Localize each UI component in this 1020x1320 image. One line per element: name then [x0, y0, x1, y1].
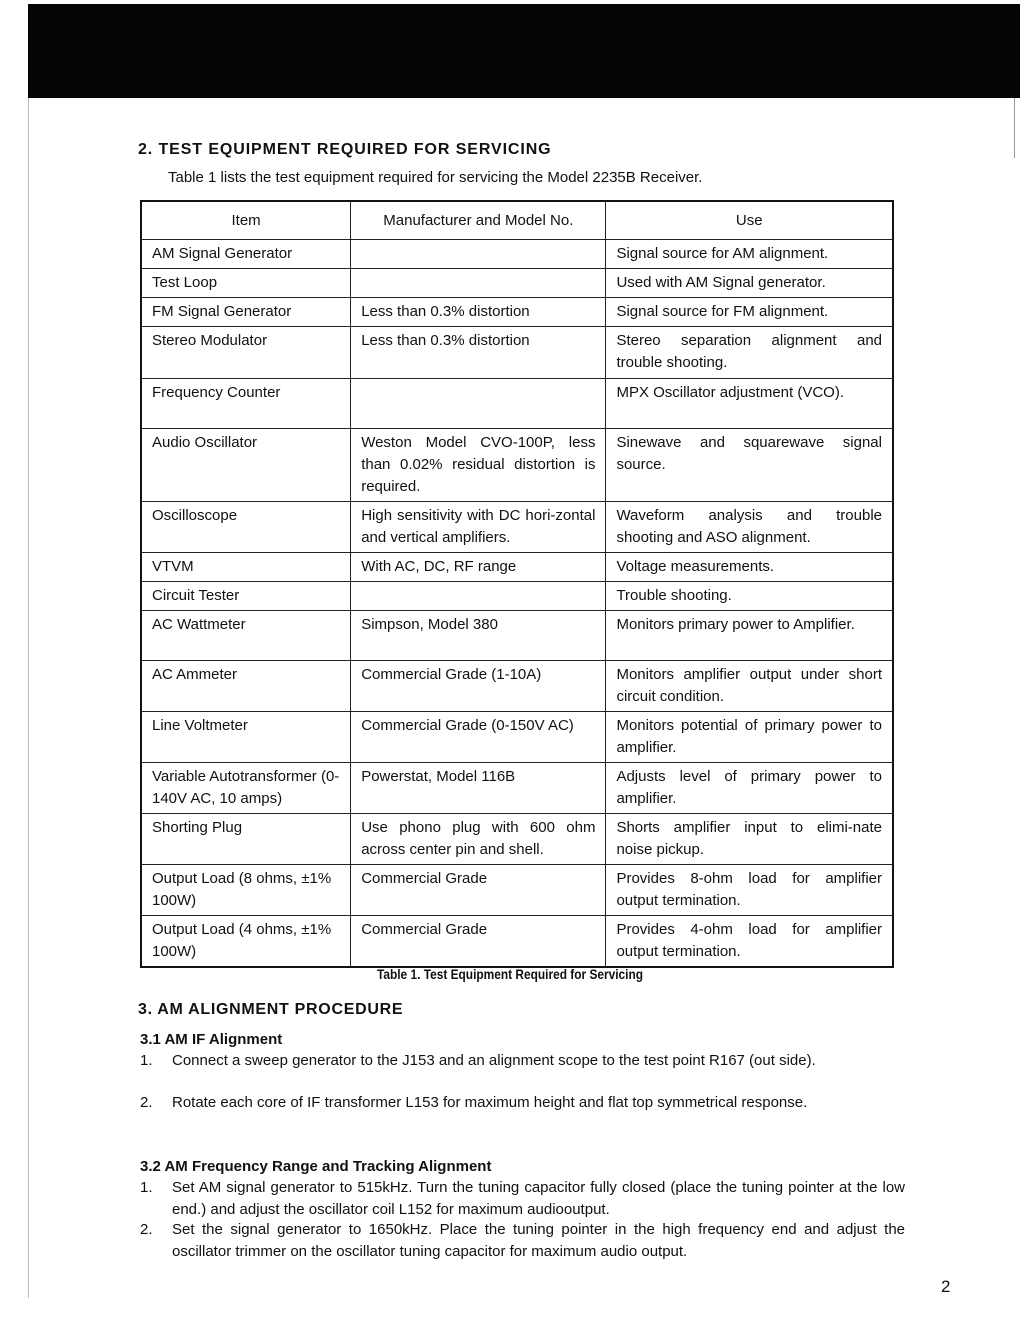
- cell-use: Sinewave and squarewave signal source.: [606, 429, 893, 502]
- cell-manufacturer: Less than 0.3% distortion: [351, 298, 606, 327]
- cell-manufacturer: Commercial Grade (0-150V AC): [351, 712, 606, 763]
- cell-item: Circuit Tester: [141, 582, 351, 611]
- list-text: Set the signal generator to 1650kHz. Place the tuning pointer in the high frequency end and adjust the oscillator trimmer on the oscillator tuning capacitor for maximum audio output.: [172, 1221, 905, 1260]
- cell-use: Stereo separation alignment and trouble shooting.: [606, 327, 893, 379]
- cell-manufacturer: Commercial Grade: [351, 916, 606, 968]
- list-number: 2.: [140, 1221, 153, 1238]
- header-item: Item: [141, 201, 351, 240]
- cell-manufacturer: Simpson, Model 380: [351, 611, 606, 661]
- scan-edge-line-right: [1014, 98, 1015, 158]
- cell-item: Frequency Counter: [141, 379, 351, 429]
- section-2-intro: Table 1 lists the test equipment required for servicing the Model 2235B Receiver.: [168, 169, 703, 186]
- table-row: [141, 298, 893, 327]
- subsection-3-2-heading: 3.2 AM Frequency Range and Tracking Alignment: [140, 1158, 492, 1175]
- list-item: [140, 1219, 905, 1263]
- cell-item: FM Signal Generator: [141, 298, 351, 327]
- cell-item: Oscilloscope: [141, 502, 351, 553]
- cell-item: Shorting Plug: [141, 814, 351, 865]
- cell-use: MPX Oscillator adjustment (VCO).: [606, 379, 893, 429]
- table-row: [141, 379, 893, 429]
- section-2-heading: 2. TEST EQUIPMENT REQUIRED FOR SERVICING: [138, 141, 552, 158]
- cell-item: Variable Autotransformer (0-140V AC, 10 amps): [141, 763, 351, 814]
- cell-item: AC Ammeter: [141, 661, 351, 712]
- cell-manufacturer: Commercial Grade: [351, 865, 606, 916]
- table-row: [141, 240, 893, 269]
- list-number: 1.: [140, 1179, 153, 1196]
- cell-manufacturer: Commercial Grade (1-10A): [351, 661, 606, 712]
- cell-use: Adjusts level of primary power to amplifier.: [606, 763, 893, 814]
- table-row: [141, 611, 893, 661]
- subsection-3-1-heading: 3.1 AM IF Alignment: [140, 1031, 283, 1048]
- table-row: [141, 763, 893, 814]
- cell-manufacturer: Use phono plug with 600 ohm across center pin and shell.: [351, 814, 606, 865]
- list-item: [140, 1177, 905, 1221]
- scanned-header-band: [28, 4, 1020, 98]
- table-row: [141, 327, 893, 379]
- cell-manufacturer: Powerstat, Model 116B: [351, 763, 606, 814]
- cell-item: Test Loop: [141, 269, 351, 298]
- scan-edge-line: [28, 98, 29, 1298]
- cell-use: Provides 8-ohm load for amplifier output termination.: [606, 865, 893, 916]
- table-row: [141, 553, 893, 582]
- cell-item: Output Load (8 ohms, ±1% 100W): [141, 865, 351, 916]
- cell-manufacturer: Weston Model CVO-100P, less than 0.02% residual distortion is required.: [351, 429, 606, 502]
- table-row: [141, 502, 893, 553]
- table-row: [141, 865, 893, 916]
- cell-item: Stereo Modulator: [141, 327, 351, 379]
- cell-item: VTVM: [141, 553, 351, 582]
- list-text: Connect a sweep generator to the J153 and an alignment scope to the test point R167 (out side).: [172, 1052, 816, 1069]
- list-number: 1.: [140, 1052, 153, 1069]
- list-text: Rotate each core of IF transformer L153 for maximum height and flat top symmetrical response.: [172, 1094, 808, 1111]
- list-item: [140, 1050, 905, 1072]
- page-number: 2: [941, 1277, 951, 1296]
- cell-manufacturer: High sensitivity with DC hori-zontal and vertical amplifiers.: [351, 502, 606, 553]
- cell-manufacturer: With AC, DC, RF range: [351, 553, 606, 582]
- table-row: [141, 712, 893, 763]
- cell-manufacturer: [351, 269, 606, 298]
- cell-use: Monitors amplifier output under short circuit condition.: [606, 661, 893, 712]
- table-caption: Table 1. Test Equipment Required for Servicing: [376, 966, 644, 982]
- cell-use: Trouble shooting.: [606, 582, 893, 611]
- cell-manufacturer: [351, 379, 606, 429]
- table-row: [141, 814, 893, 865]
- cell-use: Provides 4-ohm load for amplifier output termination.: [606, 916, 893, 968]
- cell-use: Voltage measurements.: [606, 553, 893, 582]
- table-row: [141, 582, 893, 611]
- cell-item: Line Voltmeter: [141, 712, 351, 763]
- table-header-row: [141, 201, 893, 240]
- list-item: [140, 1092, 905, 1114]
- list-text: Set AM signal generator to 515kHz. Turn the tuning capacitor fully closed (place the tuning pointer at the low end.) and adjust the oscillator coil L152 for maximum audiooutput.: [172, 1179, 905, 1218]
- cell-manufacturer: [351, 240, 606, 269]
- cell-item: AM Signal Generator: [141, 240, 351, 269]
- cell-use: Waveform analysis and trouble shooting and ASO alignment.: [606, 502, 893, 553]
- cell-manufacturer: [351, 582, 606, 611]
- cell-use: Signal source for AM alignment.: [606, 240, 893, 269]
- test-equipment-table: [140, 200, 894, 968]
- table-row: [141, 916, 893, 968]
- header-use: Use: [606, 201, 893, 240]
- cell-use: Monitors primary power to Amplifier.: [606, 611, 893, 661]
- cell-use: Monitors potential of primary power to amplifier.: [606, 712, 893, 763]
- section-3-heading: 3. AM ALIGNMENT PROCEDURE: [138, 1001, 404, 1018]
- header-manufacturer: Manufacturer and Model No.: [351, 201, 606, 240]
- table-row: [141, 661, 893, 712]
- list-number: 2.: [140, 1094, 153, 1111]
- table-row: [141, 429, 893, 502]
- cell-use: Signal source for FM alignment.: [606, 298, 893, 327]
- cell-manufacturer: Less than 0.3% distortion: [351, 327, 606, 379]
- cell-item: Audio Oscillator: [141, 429, 351, 502]
- cell-item: AC Wattmeter: [141, 611, 351, 661]
- cell-use: Shorts amplifier input to elimi-nate noise pickup.: [606, 814, 893, 865]
- table-row: [141, 269, 893, 298]
- cell-use: Used with AM Signal generator.: [606, 269, 893, 298]
- cell-item: Output Load (4 ohms, ±1% 100W): [141, 916, 351, 968]
